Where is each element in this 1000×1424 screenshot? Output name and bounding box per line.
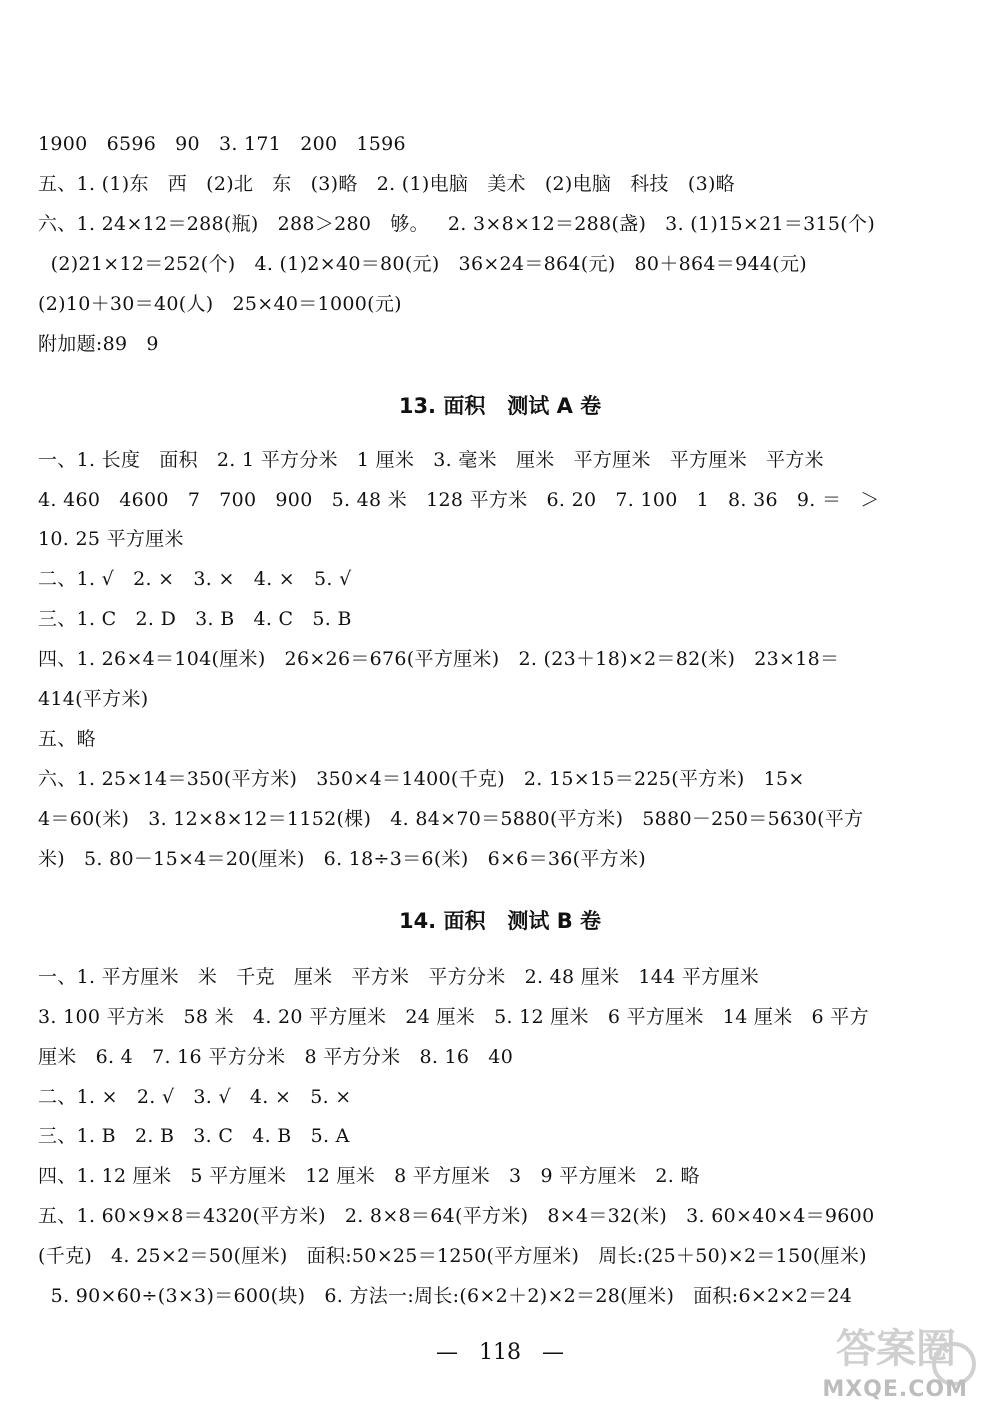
answer-line: 10. 25 平方厘米	[38, 528, 184, 550]
answer-line: 二、1. √ 2. × 3. × 4. × 5. √	[38, 568, 352, 590]
answer-line: 4. 460 4600 7 700 900 5. 48 米 128 平方米 6. 20 7. 100 1 8. 36 9. ＝ ＞	[38, 489, 880, 511]
answer-line: 一、1. 长度 面积 2. 1 平方分米 1 厘米 3. 毫米 厘米 平方厘米 平方厘米 平方米	[38, 449, 824, 471]
watermark-site-text: MXQE.COM	[822, 1377, 968, 1402]
answer-line: 414(平方米)	[38, 688, 149, 710]
answer-line: 厘米 6. 4 7. 16 平方分米 8 平方分米 8. 16 40	[38, 1046, 514, 1068]
answer-line: 四、1. 12 厘米 5 平方厘米 12 厘米 8 平方厘米 3 9 平方厘米 2. 略	[38, 1165, 700, 1187]
answer-line: 五、1. 60×9×8＝4320(平方米) 2. 8×8＝64(平方米) 8×4＝32(米) 3. 60×40×4＝9600	[38, 1205, 875, 1227]
section-13-title: 13. 面积 测试 A 卷	[398, 394, 602, 418]
answer-line: (2)10＋30＝40(人) 25×40＝1000(元)	[38, 293, 402, 315]
answer-line: (2)21×12＝252(个) 4. (1)2×40＝80(元) 36×24＝864(元) 80＋864＝944(元)	[38, 253, 807, 275]
answer-line: 一、1. 平方厘米 米 千克 厘米 平方米 平方分米 2. 48 厘米 144 平方厘米	[38, 966, 760, 988]
answer-line: (千克) 4. 25×2＝50(厘米) 面积:50×25＝1250(平方厘米) 周长:(25＋50)×2＝150(厘米)	[38, 1245, 867, 1267]
answer-line: 4＝60(米) 3. 12×8×12＝1152(棵) 4. 84×70＝5880(平方米) 5880－250＝5630(平方	[38, 808, 864, 830]
answer-line: 三、1. B 2. B 3. C 4. B 5. A	[38, 1125, 350, 1147]
watermark-logo	[822, 1326, 986, 1414]
bonus-answer-line: 附加题:89 9	[38, 333, 159, 355]
watermark-logo-text: 答案圈	[836, 1326, 956, 1372]
answer-line: 米) 5. 80－15×4＝20(厘米) 6. 18÷3＝6(米) 6×6＝36(平方米)	[38, 848, 646, 870]
answer-line: 1900 6596 90 3. 171 200 1596	[38, 133, 406, 155]
answer-line: 四、1. 26×4＝104(厘米) 26×26＝676(平方厘米) 2. (23＋18)×2＝82(米) 23×18＝	[38, 648, 840, 670]
answer-line: 五、略	[38, 728, 96, 750]
page-number: — 118 —	[436, 1340, 564, 1365]
answer-line: 六、1. 24×12＝288(瓶) 288＞280 够。 2. 3×8×12＝288(盏) 3. (1)15×21＝315(个)	[38, 213, 876, 235]
answer-line: 3. 100 平方米 58 米 4. 20 平方厘米 24 厘米 5. 12 厘米 6 平方厘米 14 厘米 6 平方	[38, 1006, 869, 1028]
answer-line: 二、1. × 2. √ 3. √ 4. × 5. ×	[38, 1086, 352, 1108]
section-14-title: 14. 面积 测试 B 卷	[398, 909, 602, 933]
answer-line: 5. 90×60÷(3×3)＝600(块) 6. 方法一:周长:(6×2＋2)×2＝28(厘米) 面积:6×2×2＝24	[38, 1285, 853, 1307]
answer-line: 六、1. 25×14＝350(平方米) 350×4＝1400(千克) 2. 15×15＝225(平方米) 15×	[38, 768, 805, 790]
answer-line: 三、1. C 2. D 3. B 4. C 5. B	[38, 608, 352, 630]
answer-line: 五、1. (1)东 西 (2)北 东 (3)略 2. (1)电脑 美术 (2)电脑 科技 (3)略	[38, 173, 735, 195]
